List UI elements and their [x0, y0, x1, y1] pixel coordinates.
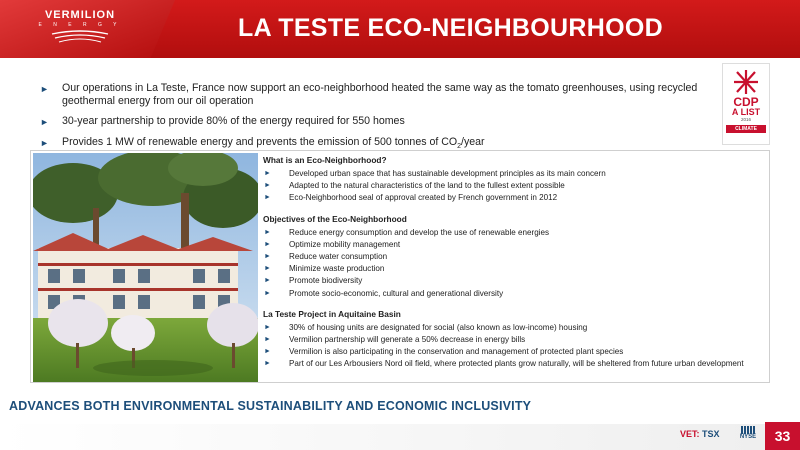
logo-wordmark: VERMILION [44, 9, 116, 21]
arrow-icon: ► [264, 182, 271, 190]
summary-bullet: ► Our operations in La Teste, France now support an eco-neighborhood heated the same way as the tomato greenhouses, using recycled geothermal energy from our oil operation [40, 82, 698, 107]
logo-subtitle: E N E R G Y [38, 22, 122, 28]
list-item: ► Vermilion is also participating in the conservation and management of protected plant species [263, 346, 763, 358]
nyse-bars-icon [733, 426, 763, 434]
cdp-alist-label: A LIST [731, 107, 761, 117]
list-item: ► Adapted to the natural characteristics of the land to the fullest extent possible [263, 180, 763, 192]
list-objectives [263, 227, 763, 300]
cdp-star-icon [731, 68, 761, 96]
page-number: 33 [765, 422, 800, 450]
section-heading-objectives: Objectives of the Eco-Neighborhood [263, 213, 407, 224]
arrow-icon: ► [264, 194, 271, 202]
list-item: ► Promote biodiversity [263, 275, 763, 287]
summary-bullet: ► 30-year partnership to provide 80% of the energy required for 550 homes [40, 115, 405, 127]
arrow-icon: ► [264, 336, 271, 344]
section-heading-la-teste: La Teste Project in Aquitaine Basin [263, 308, 401, 319]
arrow-icon: ► [264, 348, 271, 356]
content-panel [30, 150, 770, 383]
vermilion-logo [30, 9, 130, 46]
arrow-icon: ► [264, 277, 271, 285]
list-what-is [263, 168, 763, 205]
page-title: LA TESTE ECO-NEIGHBOURHOOD [238, 14, 663, 42]
logo-wave-icon [50, 30, 110, 46]
arrow-icon: ► [264, 265, 271, 273]
list-item: ► Developed urban space that has sustainable development principles as its main concern [263, 168, 763, 180]
arrow-icon: ► [264, 323, 271, 331]
arrow-icon: ► [264, 253, 271, 261]
list-item: ► Optimize mobility management [263, 239, 763, 251]
arrow-icon: ► [40, 117, 49, 127]
list-item: ► Reduce energy consumption and develop the use of renewable energies [263, 227, 763, 239]
ticker-label: VET: TSX [680, 429, 720, 439]
eco-details [263, 155, 763, 380]
arrow-icon: ► [264, 228, 271, 236]
cdp-year: 2016 [740, 117, 751, 122]
arrow-icon: ► [264, 360, 271, 368]
summary-bullet: ► Provides 1 MW of renewable energy and prevents the emission of 500 tonnes of $CO_2$/year [40, 135, 485, 150]
list-item: ► Promote socio-economic, cultural and generational diversity [263, 288, 763, 300]
tsx-label: TSX [702, 429, 720, 439]
section-heading-what-is: What is an Eco-Neighborhood? [263, 155, 387, 165]
arrow-icon: ► [40, 137, 49, 148]
list-item: ► Eco-Neighborhood seal of approval created by French government in 2012 [263, 192, 763, 204]
arrow-icon: ► [40, 84, 49, 94]
list-item: ► 30% of housing units are designated for social (also known as low-income) housing [263, 322, 763, 334]
header-banner [0, 0, 800, 58]
tagline: ADVANCES BOTH ENVIRONMENTAL SUSTAINABILITY AND ECONOMIC INCLUSIVITY [9, 399, 532, 413]
arrow-icon: ► [264, 170, 271, 177]
cdp-a-list-badge [722, 63, 770, 145]
cdp-climate-label: CLIMATE [726, 125, 766, 133]
nyse-logo [733, 424, 763, 448]
list-item: ► Minimize waste production [263, 263, 763, 275]
list-item: ► Reduce water consumption [263, 251, 763, 263]
cdp-label: CDP [733, 95, 759, 109]
arrow-icon: ► [264, 240, 271, 248]
nyse-label: NYSE [739, 434, 757, 440]
list-item: ► Part of our Les Arbousiers Nord oil field, where protected plants grow naturally, will be sheltered from future urban development [263, 358, 763, 370]
list-la-teste [263, 322, 763, 371]
list-item: ► Vermilion partnership will generate a 50% decrease in energy bills [263, 334, 763, 346]
eco-neighborhood-photo [33, 153, 258, 382]
arrow-icon: ► [264, 289, 271, 297]
